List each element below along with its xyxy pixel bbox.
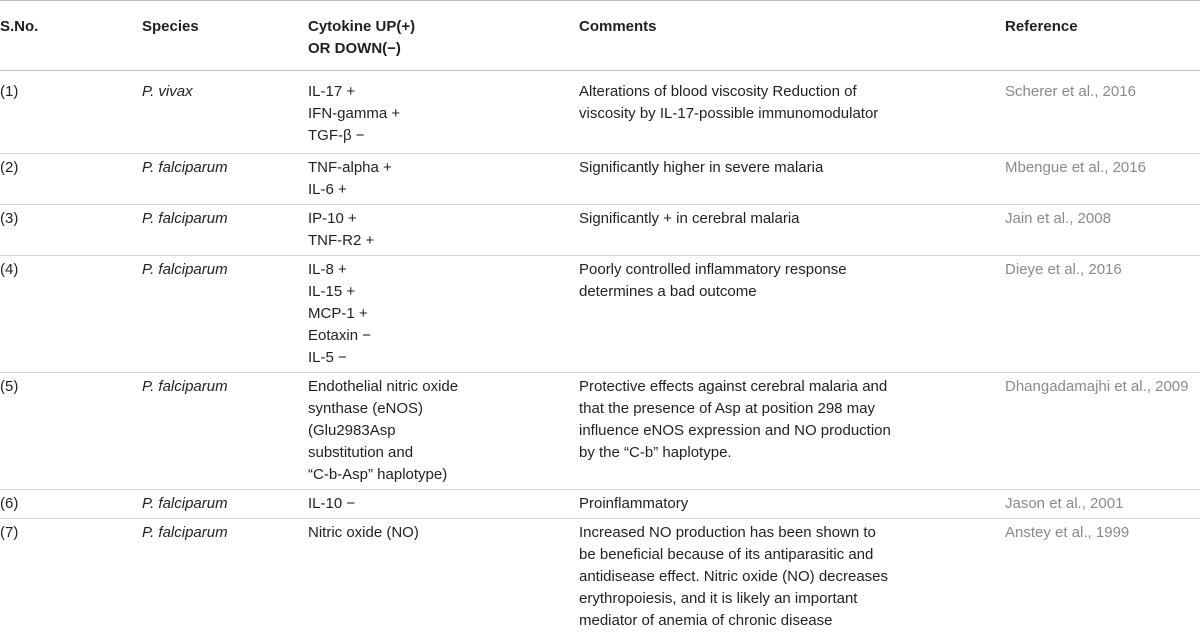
- table-row: [0, 71, 1200, 154]
- cell-species: P. vivax: [136, 71, 302, 154]
- cytokine-entry: TNF-R2 +: [308, 230, 573, 252]
- header-reference: Reference: [999, 1, 1200, 71]
- cell-comments: [573, 71, 999, 154]
- cytokine-entry: MCP-1 +: [308, 303, 573, 325]
- cytokine-entry: (Glu2983Asp: [308, 420, 573, 442]
- table-row: [0, 373, 1200, 490]
- cell-sno: (2): [0, 154, 136, 205]
- cytokine-entry: IL-17 +: [308, 81, 573, 103]
- cell-reference: Jason et al., 2001: [999, 490, 1200, 519]
- cell-species: P. falciparum: [136, 256, 302, 373]
- comment-line: determines a bad outcome: [579, 281, 999, 303]
- cell-reference: Scherer et al., 2016: [999, 71, 1200, 154]
- header-sno: S.No.: [0, 1, 136, 71]
- comment-line: Protective effects against cerebral malaria and: [579, 376, 999, 398]
- cell-sno: (7): [0, 519, 136, 635]
- table-header: [0, 1, 1200, 71]
- header-row: [0, 1, 1200, 71]
- cell-sno: (3): [0, 205, 136, 256]
- cell-sno: (5): [0, 373, 136, 490]
- comment-line: Significantly + in cerebral malaria: [579, 208, 999, 230]
- cytokine-entry: TNF-alpha +: [308, 157, 573, 179]
- cytokine-entry: IL-6 +: [308, 179, 573, 201]
- cytokine-entry: Eotaxin −: [308, 325, 573, 347]
- cell-reference: Mbengue et al., 2016: [999, 154, 1200, 205]
- comment-line: viscosity by IL-17-possible immunomodulator: [579, 103, 999, 125]
- cell-cytokines: [302, 490, 573, 519]
- table-row: [0, 519, 1200, 635]
- table-row: [0, 490, 1200, 519]
- cell-species: P. falciparum: [136, 373, 302, 490]
- comment-line: influence eNOS expression and NO production: [579, 420, 999, 442]
- cytokine-entry: “C-b-Asp” haplotype): [308, 464, 573, 486]
- cytokine-entry: IL-10 −: [308, 493, 573, 515]
- header-cytokine-line2: OR DOWN(−): [308, 38, 573, 60]
- cell-reference: Dhangadamajhi et al., 2009: [999, 373, 1200, 490]
- cell-species: P. falciparum: [136, 519, 302, 635]
- cell-sno: (1): [0, 71, 136, 154]
- header-cytokine-line1: Cytokine UP(+): [308, 16, 573, 38]
- cytokine-entry: Endothelial nitric oxide: [308, 376, 573, 398]
- cytokine-entry: substitution and: [308, 442, 573, 464]
- comment-line: mediator of anemia of chronic disease: [579, 610, 999, 632]
- cell-comments: [573, 205, 999, 256]
- comment-line: Increased NO production has been shown to: [579, 522, 999, 544]
- comment-line: be beneficial because of its antiparasitic and: [579, 544, 999, 566]
- cell-comments: [573, 490, 999, 519]
- cytokine-entry: synthase (eNOS): [308, 398, 573, 420]
- cytokine-entry: Nitric oxide (NO): [308, 522, 573, 544]
- cell-cytokines: [302, 519, 573, 635]
- cell-species: P. falciparum: [136, 154, 302, 205]
- table-row: [0, 205, 1200, 256]
- cell-sno: (4): [0, 256, 136, 373]
- comment-line: Proinflammatory: [579, 493, 999, 515]
- cell-cytokines: [302, 205, 573, 256]
- cell-cytokines: [302, 373, 573, 490]
- cytokine-entry: IL-15 +: [308, 281, 573, 303]
- comment-line: antidisease effect. Nitric oxide (NO) decreases: [579, 566, 999, 588]
- comment-line: Poorly controlled inflammatory response: [579, 259, 999, 281]
- cell-comments: [573, 373, 999, 490]
- table-body: [0, 71, 1200, 635]
- cell-cytokines: [302, 71, 573, 154]
- cell-comments: [573, 519, 999, 635]
- header-cytokine: [302, 1, 573, 71]
- cell-reference: Anstey et al., 1999: [999, 519, 1200, 635]
- table-row: [0, 154, 1200, 205]
- cytokine-entry: IL-8 +: [308, 259, 573, 281]
- header-comments: Comments: [573, 1, 999, 71]
- cell-reference: Dieye et al., 2016: [999, 256, 1200, 373]
- cell-reference: Jain et al., 2008: [999, 205, 1200, 256]
- cell-sno: (6): [0, 490, 136, 519]
- cell-species: P. falciparum: [136, 205, 302, 256]
- comment-line: Alterations of blood viscosity Reduction of: [579, 81, 999, 103]
- comment-line: erythropoiesis, and it is likely an important: [579, 588, 999, 610]
- comment-line: Significantly higher in severe malaria: [579, 157, 999, 179]
- cytokine-entry: IL-5 −: [308, 347, 573, 369]
- header-species: Species: [136, 1, 302, 71]
- cytokine-entry: TGF-β −: [308, 125, 573, 147]
- cell-comments: [573, 154, 999, 205]
- table-row: [0, 256, 1200, 373]
- cell-species: P. falciparum: [136, 490, 302, 519]
- comment-line: that the presence of Asp at position 298 may: [579, 398, 999, 420]
- comment-line: by the “C-b” haplotype.: [579, 442, 999, 464]
- cell-comments: [573, 256, 999, 373]
- cell-cytokines: [302, 154, 573, 205]
- cytokine-entry: IP-10 +: [308, 208, 573, 230]
- cytokine-entry: IFN-gamma +: [308, 103, 573, 125]
- cell-cytokines: [302, 256, 573, 373]
